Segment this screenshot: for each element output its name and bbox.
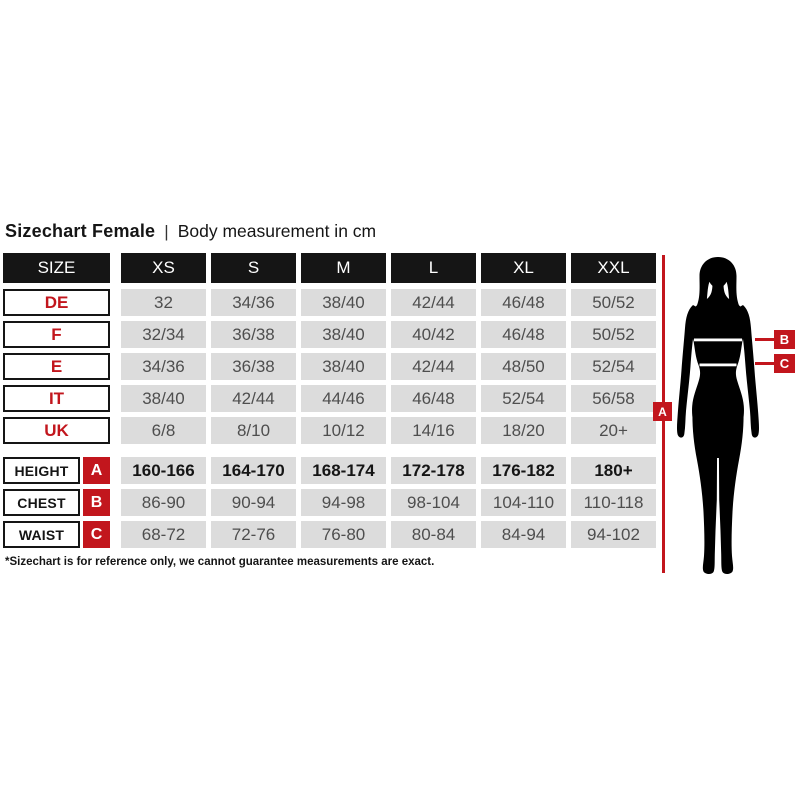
- row-marker-a: A: [83, 457, 110, 484]
- column-header: S: [211, 253, 296, 283]
- measurement-label-group: [3, 521, 110, 548]
- title-main: Sizechart Female: [5, 221, 156, 241]
- size-cell: 52/54: [571, 353, 656, 380]
- size-cell: 38/40: [121, 385, 206, 412]
- measurement-cell: 160-166: [121, 457, 206, 484]
- measurement-cell: 110-118: [571, 489, 656, 516]
- size-cell: 38/40: [301, 321, 386, 348]
- measurement-cell: 168-174: [301, 457, 386, 484]
- row-label: IT: [3, 385, 110, 412]
- measurement-cell: 104-110: [481, 489, 566, 516]
- measurement-cell: 180+: [571, 457, 656, 484]
- measurement-label-group: [3, 489, 110, 516]
- table-row: [3, 457, 656, 484]
- silhouette-left-leg: [692, 408, 717, 574]
- table-row: [3, 385, 656, 412]
- measurement-cell: 176-182: [481, 457, 566, 484]
- size-cell: 34/36: [211, 289, 296, 316]
- size-cell: 8/10: [211, 417, 296, 444]
- size-cell: 36/38: [211, 353, 296, 380]
- female-silhouette: [670, 256, 766, 576]
- waist-line: [700, 364, 737, 367]
- size-cell: 42/44: [391, 289, 476, 316]
- silhouette-right-leg: [719, 408, 744, 574]
- row-label: F: [3, 321, 110, 348]
- table-row: [3, 521, 656, 548]
- column-header: XXL: [571, 253, 656, 283]
- row-label: E: [3, 353, 110, 380]
- measurement-cell: 68-72: [121, 521, 206, 548]
- row-marker-b: B: [83, 489, 110, 516]
- marker-a-badge: A: [653, 402, 672, 421]
- row-label: DE: [3, 289, 110, 316]
- page-title: [5, 221, 376, 242]
- measurement-label: CHEST: [3, 489, 80, 516]
- measurement-label: HEIGHT: [3, 457, 80, 484]
- size-cell: 48/50: [481, 353, 566, 380]
- measurement-cell: 94-102: [571, 521, 656, 548]
- size-cell: 50/52: [571, 321, 656, 348]
- table-row: [3, 417, 656, 444]
- row-label: UK: [3, 417, 110, 444]
- size-cell: 46/48: [481, 321, 566, 348]
- size-cell: 46/48: [481, 289, 566, 316]
- table-row: [3, 321, 656, 348]
- size-cell: 32/34: [121, 321, 206, 348]
- marker-c-badge: C: [774, 354, 795, 373]
- size-cell: 42/44: [391, 353, 476, 380]
- measurement-cell: 72-76: [211, 521, 296, 548]
- size-cell: 52/54: [481, 385, 566, 412]
- title-separator: |: [164, 222, 169, 241]
- size-cell: 38/40: [301, 353, 386, 380]
- size-cell: 20+: [571, 417, 656, 444]
- table-row: [3, 353, 656, 380]
- measurement-cell: 98-104: [391, 489, 476, 516]
- size-table: [3, 253, 656, 553]
- column-header: M: [301, 253, 386, 283]
- size-cell: 50/52: [571, 289, 656, 316]
- size-cell: 40/42: [391, 321, 476, 348]
- title-subtitle: Body measurement in cm: [177, 221, 377, 241]
- size-cell: 18/20: [481, 417, 566, 444]
- measurement-cell: 80-84: [391, 521, 476, 548]
- measurement-cell: 172-178: [391, 457, 476, 484]
- size-cell: 14/16: [391, 417, 476, 444]
- row-marker-c: C: [83, 521, 110, 548]
- marker-b-badge: B: [774, 330, 795, 349]
- chest-line: [694, 339, 742, 342]
- size-cell: 6/8: [121, 417, 206, 444]
- size-cell: 38/40: [301, 289, 386, 316]
- measurement-label-group: [3, 457, 110, 484]
- measurement-cell: 94-98: [301, 489, 386, 516]
- table-row: [3, 289, 656, 316]
- size-cell: 32: [121, 289, 206, 316]
- measurement-cell: 84-94: [481, 521, 566, 548]
- table-row: [3, 489, 656, 516]
- size-cell: 34/36: [121, 353, 206, 380]
- measurement-label: WAIST: [3, 521, 80, 548]
- measurement-cell: 86-90: [121, 489, 206, 516]
- measurement-cell: 76-80: [301, 521, 386, 548]
- size-cell: 42/44: [211, 385, 296, 412]
- size-cell: 56/58: [571, 385, 656, 412]
- size-cell: 46/48: [391, 385, 476, 412]
- size-cell: 10/12: [301, 417, 386, 444]
- size-cell: 36/38: [211, 321, 296, 348]
- footnote: *Sizechart is for reference only, we cannot guarantee measurements are exact.: [5, 556, 435, 568]
- column-header: L: [391, 253, 476, 283]
- measurement-cell: 164-170: [211, 457, 296, 484]
- column-header: SIZE: [3, 253, 110, 283]
- column-header: XL: [481, 253, 566, 283]
- column-header: XS: [121, 253, 206, 283]
- measurement-cell: 90-94: [211, 489, 296, 516]
- size-cell: 44/46: [301, 385, 386, 412]
- table-header-row: [3, 253, 656, 283]
